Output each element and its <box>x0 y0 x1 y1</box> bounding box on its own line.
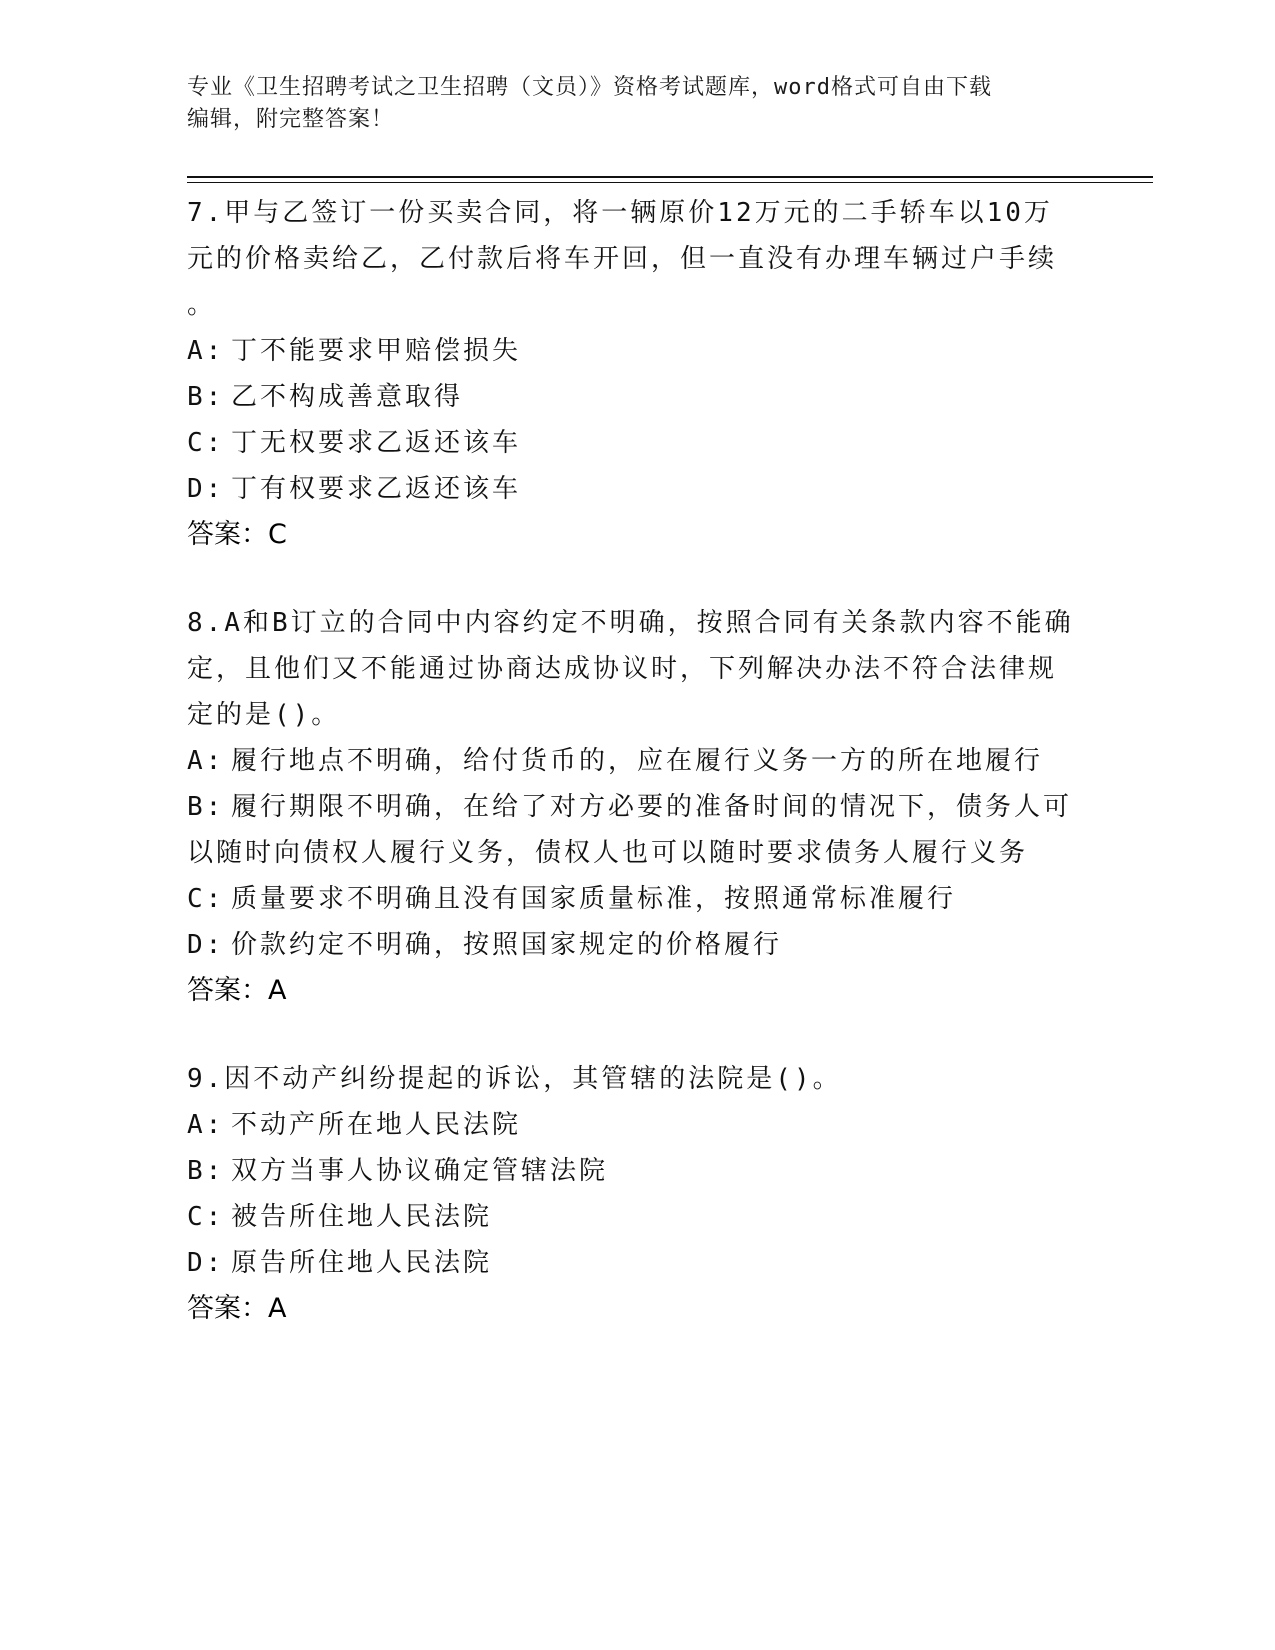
option-key: B: <box>187 792 225 822</box>
question-stem: 8.A和B订立的合同中内容约定不明确，按照合同有关条款内容不能确 定，且他们又不能通过协商达成协议时，下列解决办法不符合法律规 定的是()。 <box>187 608 1074 730</box>
header-rule-thick <box>187 176 1153 178</box>
option-key: C: <box>187 428 225 458</box>
option-key: A: <box>187 336 225 366</box>
option-b <box>187 374 1087 420</box>
option-c <box>187 1194 1087 1240</box>
option-text: 双方当事人协议确定管辖法院 <box>231 1156 609 1186</box>
option-d <box>187 1240 1087 1286</box>
option-key: A: <box>187 746 225 776</box>
option-key: D: <box>187 930 225 960</box>
option-text: 乙不构成善意取得 <box>231 382 464 412</box>
option-key: B: <box>187 1156 225 1186</box>
option-text: 履行期限不明确，在给了对方必要的准备时间的情况下，债务人可以随时向债权人履行义务，债权人也可以随时要求债务人履行义务 <box>187 792 1073 868</box>
option-a <box>187 738 1087 784</box>
header-line-2: 编辑，附完整答案！ <box>187 107 395 132</box>
header-rule-thin <box>187 182 1153 183</box>
option-text: 丁不能要求甲赔偿损失 <box>231 336 522 366</box>
option-key: D: <box>187 474 225 504</box>
option-text: 履行地点不明确，给付货币的，应在履行义务一方的所在地履行 <box>231 746 1044 776</box>
answer-line: 答案：A <box>187 975 287 1006</box>
option-b <box>187 1148 1087 1194</box>
option-text: 丁无权要求乙返还该车 <box>231 428 522 458</box>
option-c <box>187 420 1087 466</box>
question-8 <box>187 600 1087 1014</box>
answer-line: 答案：A <box>187 1293 287 1324</box>
option-text: 不动产所在地人民法院 <box>231 1110 522 1140</box>
option-key: B: <box>187 382 225 412</box>
option-d <box>187 922 1087 968</box>
option-key: A: <box>187 1110 225 1140</box>
option-key: C: <box>187 884 225 914</box>
option-key: D: <box>187 1248 225 1278</box>
option-text: 质量要求不明确且没有国家质量标准，按照通常标准履行 <box>231 884 957 914</box>
option-d <box>187 466 1087 512</box>
option-text: 被告所住地人民法院 <box>231 1202 493 1232</box>
header-line-1: 专业《卫生招聘考试之卫生招聘（文员）》资格考试题库，word格式可自由下载 <box>187 75 992 100</box>
answer-line: 答案：C <box>187 519 287 550</box>
option-a <box>187 328 1087 374</box>
question-stem: 7.甲与乙签订一份买卖合同，将一辆原价12万元的二手轿车以10万 元的价格卖给乙，乙付款后将车开回，但一直没有办理车辆过户手续 。 <box>187 198 1058 320</box>
question-stem: 9.因不动产纠纷提起的诉讼，其管辖的法院是()。 <box>187 1064 842 1094</box>
option-b <box>187 784 1087 876</box>
option-text: 原告所住地人民法院 <box>231 1248 493 1278</box>
question-7 <box>187 190 1087 558</box>
question-9 <box>187 1056 1087 1332</box>
option-text: 价款约定不明确，按照国家规定的价格履行 <box>231 930 783 960</box>
option-a <box>187 1102 1087 1148</box>
document-header <box>187 72 1087 136</box>
question-list <box>187 190 1087 1374</box>
option-key: C: <box>187 1202 225 1232</box>
option-text: 丁有权要求乙返还该车 <box>231 474 522 504</box>
option-c <box>187 876 1087 922</box>
